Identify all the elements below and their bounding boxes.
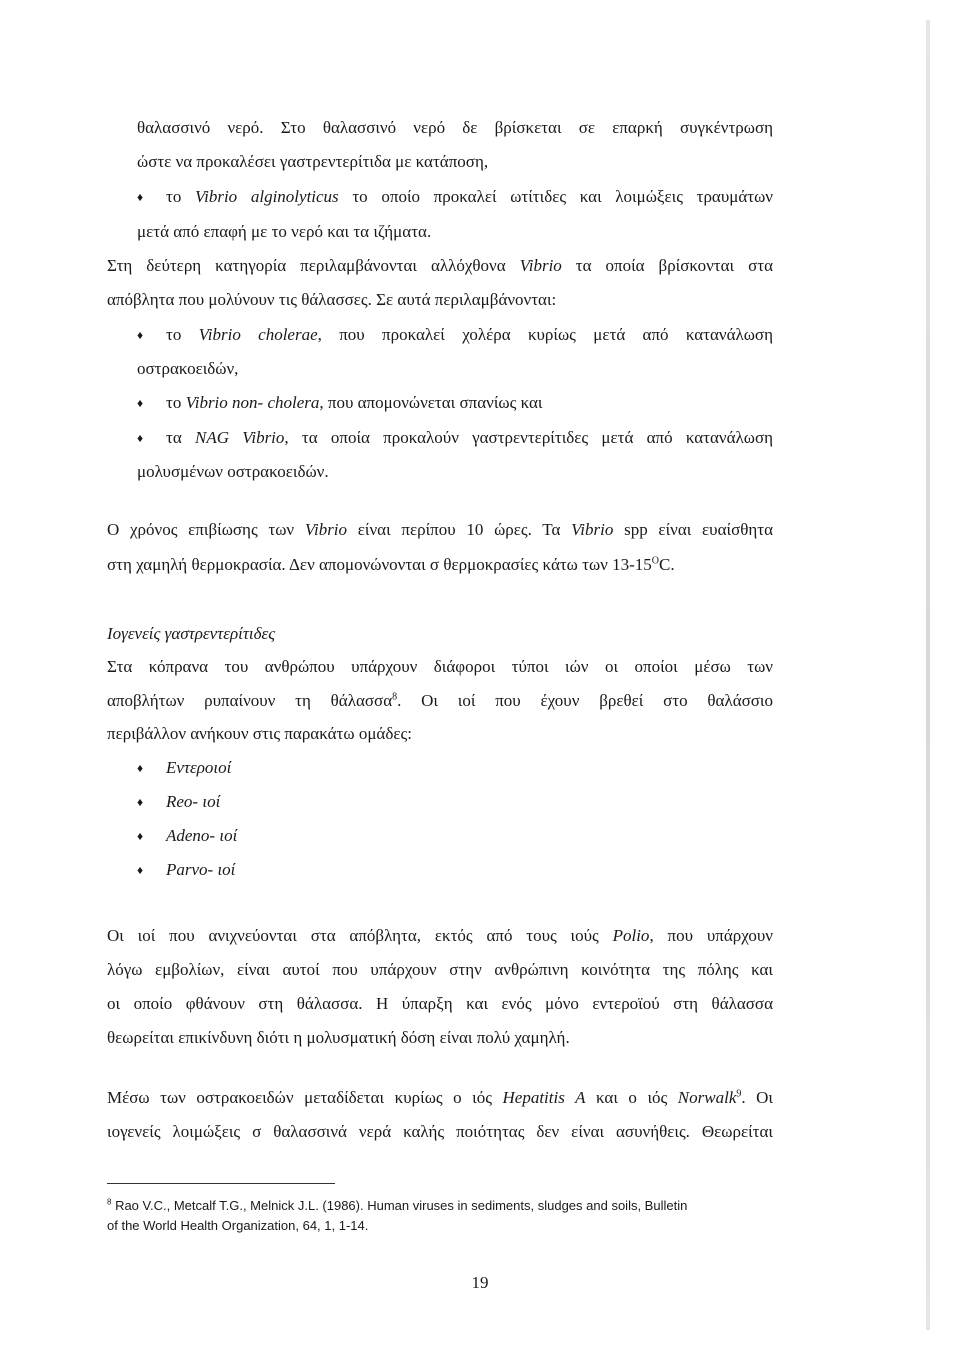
text-line: μολυσμένων οστρακοειδών.: [137, 462, 329, 481]
bullet-text-line: το Vibrio cholerae, που προκαλεί χολέρα κυρίως μετά από κατανάλωση: [166, 325, 773, 344]
footnote: $^8$ Rao V.C., Metcalf T.G., Melnick J.L. (1986). Human viruses in sediments, sludges and soils, Bulletin: [107, 1197, 688, 1213]
text-line: θεωρείται επικίνδυνη διότι η μολυσματική δόση είναι πολύ χαμηλή.: [107, 1028, 570, 1047]
virus-list-item: Εντεροιοί: [166, 758, 232, 777]
bullet-icon: ♦: [137, 795, 144, 809]
text-line: αποβλήτων ρυπαίνουν τη θάλασσα$^8$. Οι ιοί που έχουν βρεθεί στο θαλάσσιο: [107, 691, 773, 710]
text-line: οι οποίο φθάνουν στη θάλασσα. Η ύπαρξη και ενός μόνο εντεροϊού στη θάλασσα: [107, 994, 773, 1013]
text-line: στη χαμηλή θερμοκρασία. Δεν απομονώνονται σ θερμοκρασίες κάτω των $13-15^OC$.: [107, 555, 675, 574]
footnote-mark: 8: [107, 1197, 112, 1207]
text-line: οστρακοειδών,: [137, 359, 239, 378]
virus-list-item: Reo- ιοί: [166, 792, 221, 811]
bullet-icon: ♦: [137, 328, 144, 342]
virus-list-item: Parvo- ιοί: [166, 860, 236, 879]
text-line: ιογενείς λοιμώξεις σ θαλασσινά νερά καλής ποιότητας δεν είναι ασυνήθεις. Θεωρείται: [107, 1122, 773, 1141]
text-line: Οι ιοί που ανιχνεύονται στα απόβλητα, εκτός από τους ιούς Polio, που υπάρχουν: [107, 926, 773, 945]
page-number: 19: [471, 1273, 489, 1292]
bullet-text-line: το Vibrio alginolyticus το οποίο προκαλεί ωτίτιδες και λοιμώξεις τραυμάτων: [166, 187, 773, 206]
footnote-continuation: of the World Health Organization, 64, 1, 1-14.: [107, 1218, 369, 1233]
text-line: Στη δεύτερη κατηγορία περιλαμβάνονται αλλόχθονα Vibrio τα οποία βρίσκονται στα: [107, 256, 773, 275]
text-line: απόβλητα που μολύνουν τις θάλασσες. Σε αυτά περιλαμβάνονται:: [107, 290, 557, 309]
text-line: περιβάλλον ανήκουν στις παρακάτω ομάδες:: [107, 724, 412, 743]
bullet-icon: ♦: [137, 863, 144, 877]
text-line: θαλασσινό νερό. Στο θαλασσινό νερό δε βρίσκεται σε επαρκή συγκέντρωση: [137, 118, 773, 137]
bullet-text-line: τα NAG Vibrio, τα οποία προκαλούν γαστρεντερίτιδες μετά από κατανάλωση: [166, 428, 773, 447]
bullet-icon: ♦: [137, 829, 144, 843]
text-line: Στα κόπρανα του ανθρώπου υπάρχουν διάφοροι τύποι ιών οι οποίοι μέσω των: [107, 657, 773, 676]
virus-list-item: Adeno- ιοί: [166, 826, 238, 845]
bullet-icon: ♦: [137, 396, 144, 410]
text-line: μετά από επαφή με το νερό και τα ιζήματα.: [137, 222, 432, 241]
text-line: ώστε να προκαλέσει γαστρεντερίτιδα με κατάποση,: [137, 152, 489, 171]
scan-edge-shadow: [926, 20, 930, 1330]
text-line: Μέσω των οστρακοειδών μεταδίδεται κυρίως ο ιός Hepatitis A και ο ιός Norwalk$^9$. Οι: [107, 1088, 773, 1107]
text-line: Ο χρόνος επιβίωσης των Vibrio είναι περίπου 10 ώρες. Τα Vibrio spp είναι ευαίσθητα: [107, 520, 774, 539]
footnote-divider: [107, 1183, 335, 1184]
bullet-icon: ♦: [137, 761, 144, 775]
bullet-icon: ♦: [137, 190, 144, 204]
section-heading: Ιογενείς γαστρεντερίτιδες: [107, 624, 276, 643]
text-line: λόγω εμβολίων, είναι αυτοί που υπάρχουν στην ανθρώπινη κοινότητα της πόλης και: [107, 960, 773, 979]
bullet-icon: ♦: [137, 431, 144, 445]
bullet-text-line: το Vibrio non- cholera, που απομονώνεται σπανίως και: [166, 393, 543, 412]
